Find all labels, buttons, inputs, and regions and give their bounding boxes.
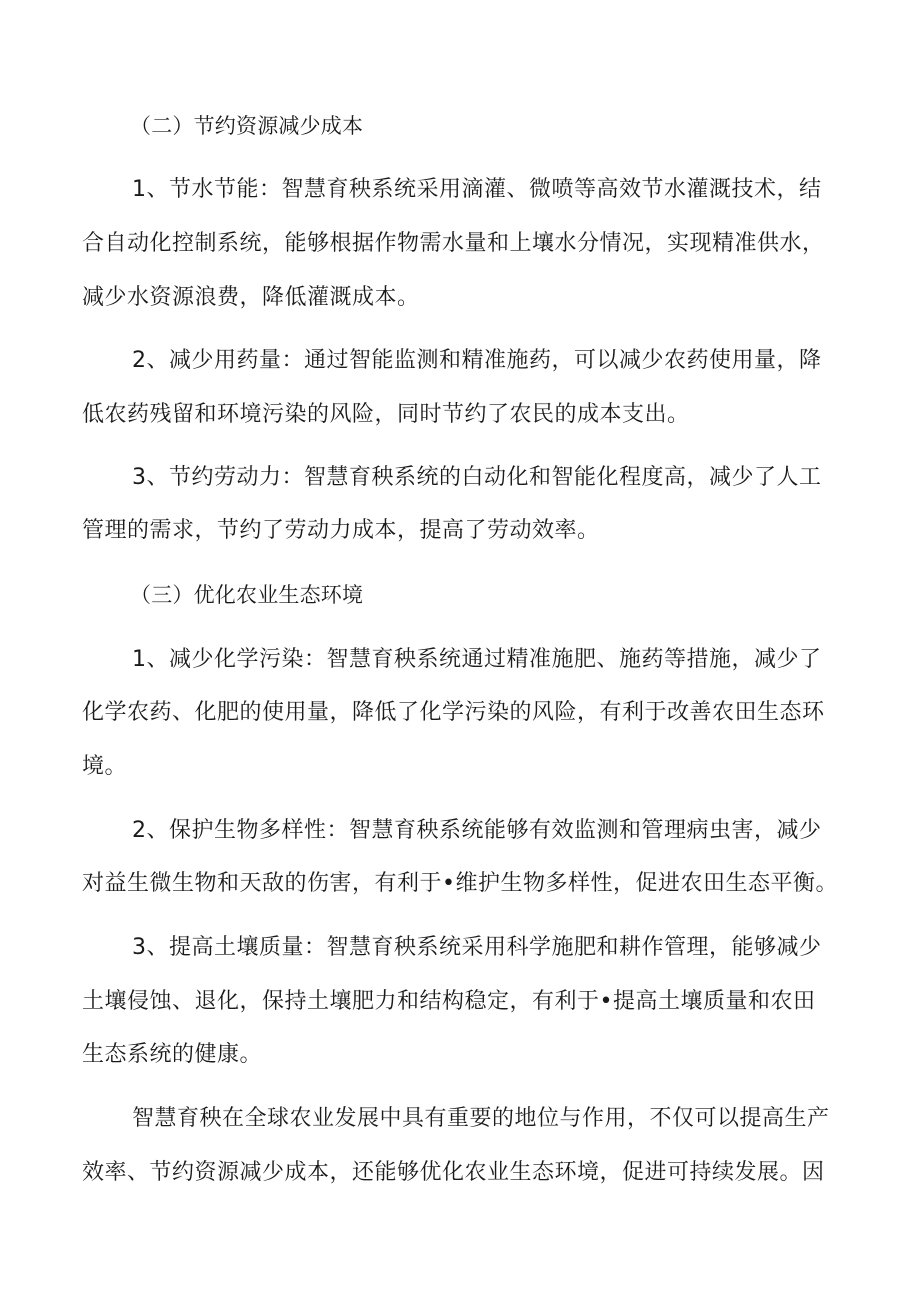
paragraph-line: 生态系统的健康。 [82,1042,263,1067]
paragraph-line: 效率、节约资源减少成本，还能够优化农业生态环境，促进可持续发展。因 [82,1160,825,1185]
section-heading-2: （二）节约资源减少成本 [130,114,364,138]
paragraph-line: 化学农药、化肥的使用量，降低了化学污染的风险，有利于改善农田生态环 [82,700,825,725]
paragraph-line: 1、减少化学污染：智慧育秧系统通过精准施肥、施药等措施，减少了 [132,647,822,672]
paragraph-line: 低农药残留和环境污染的风险，同时节约了农民的成本支出。 [82,402,690,427]
paragraph-line: 合自动化控制系统，能够根据作物需水量和上壤水分情况，实现精准供水， [82,231,825,256]
paragraph-line: 境。 [82,754,128,779]
paragraph-line: 智慧育秧在全球农业发展中具有重要的地位与作用，不仅可以提高生产 [132,1106,830,1131]
paragraph-line: 2、减少用药量：通过智能监测和精准施药，可以减少农药使用量，降 [132,348,822,373]
section-heading-3: （三）优化农业生态环境 [130,583,364,607]
paragraph-line: 3、节约劳动力：智慧育秧系统的白动化和智能化程度高，减少了人工 [132,465,822,490]
paragraph-line: 3、提高土壤质量：智慧育秧系统采用科学施肥和耕作管理，能够减少 [132,935,822,960]
paragraph-line: 2、保护生物多样性：智慧育秧系统能够有效监测和管理病虫害，减少 [132,818,822,843]
paragraph-line: 对益生微生物和天敌的伤害，有利于•维护生物多样性，促进农田生态平衡。 [82,871,838,896]
paragraph-line: 减少水资源浪费，降低灌溉成本。 [82,285,420,310]
paragraph-line: 1、节水节能：智慧育秧系统采用滴灌、微喷等高效节水灌溉技术，结 [132,177,822,202]
paragraph-line: 土壤侵蚀、退化，保持土壤肥力和结构稳定，有利于•提高土壤质量和农田 [82,989,816,1014]
paragraph-line: 管理的需求，节约了劳动力成本，提高了劳动效率。 [82,518,600,543]
